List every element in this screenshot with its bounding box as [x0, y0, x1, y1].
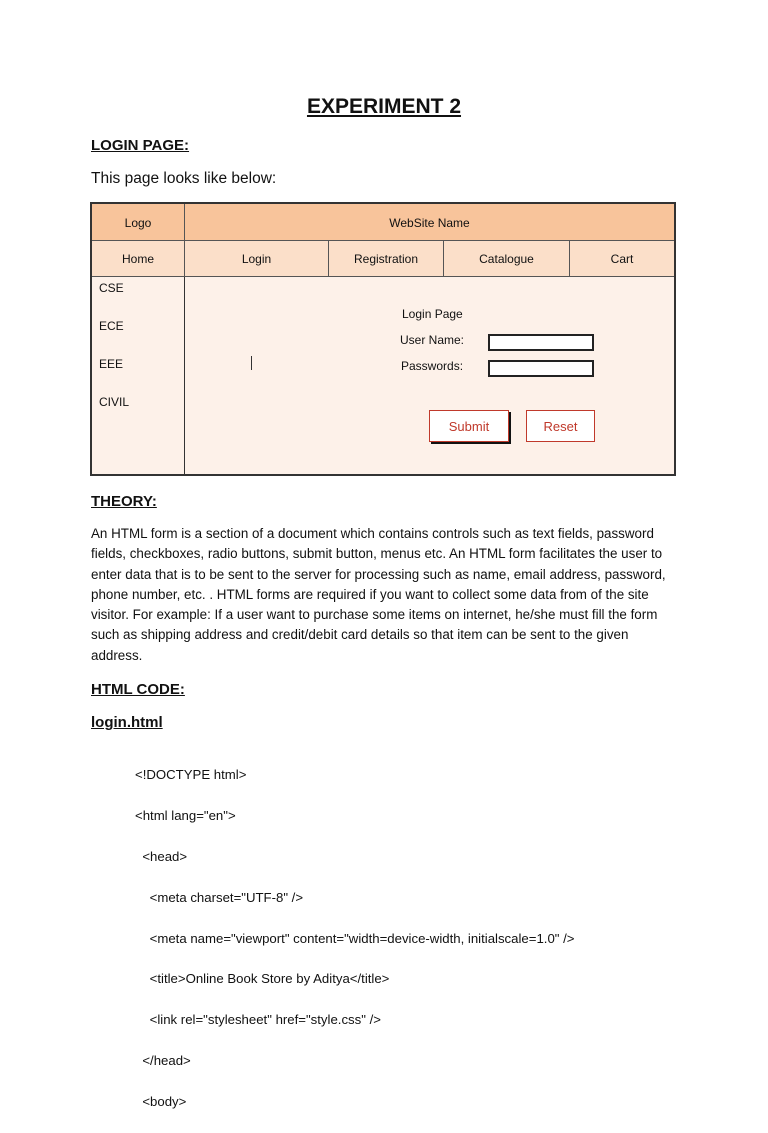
- code-line: <link rel="stylesheet" href="style.css" />: [135, 1012, 381, 1028]
- mockup-header-row: [92, 204, 674, 241]
- code-line: <!DOCTYPE html>: [135, 767, 247, 783]
- code-line: <meta name="viewport" content="width=device-width, initialscale=1.0" />: [135, 930, 575, 946]
- login-page-mockup: [90, 202, 676, 476]
- code-line: <title>Online Book Store by Aditya</title>: [135, 971, 390, 987]
- reset-button[interactable]: Reset: [526, 410, 595, 442]
- code-line: <meta charset="UTF-8" />: [135, 889, 304, 905]
- mockup-nav-row: [92, 241, 674, 277]
- submit-button[interactable]: Submit: [429, 410, 509, 442]
- file-name-heading: login.html: [91, 714, 163, 731]
- code-line: </head>: [135, 1053, 191, 1069]
- sidebar-item-eee[interactable]: EEE: [99, 357, 124, 371]
- code-line: <html lang="en">: [135, 808, 236, 824]
- intro-text: This page looks like below:: [91, 170, 277, 187]
- password-label: Passwords:: [401, 359, 464, 373]
- nav-home[interactable]: Home: [92, 241, 185, 276]
- username-input[interactable]: [488, 334, 594, 351]
- sidebar-item-civil[interactable]: CIVIL: [99, 395, 130, 409]
- page-title: EXPERIMENT 2: [306, 95, 462, 118]
- nav-registration[interactable]: Registration: [329, 241, 444, 276]
- mockup-logo: Logo: [92, 204, 185, 241]
- nav-cart[interactable]: Cart: [610, 251, 634, 266]
- sidebar-item-cse[interactable]: CSE: [99, 281, 124, 295]
- code-line: <body>: [135, 1093, 187, 1109]
- mockup-site-name: WebSite Name: [389, 215, 470, 230]
- text-cursor: [251, 356, 252, 370]
- nav-catalogue[interactable]: Catalogue: [444, 241, 570, 276]
- nav-login[interactable]: Login: [185, 241, 329, 276]
- mockup-sidebar: [92, 277, 185, 474]
- login-page-heading: LOGIN PAGE:: [91, 137, 190, 154]
- username-label: User Name:: [400, 333, 465, 347]
- password-input[interactable]: [488, 360, 594, 377]
- html-code-heading: HTML CODE:: [91, 681, 185, 698]
- sidebar-item-ece[interactable]: ECE: [99, 319, 124, 333]
- theory-paragraph: An HTML form is a section of a document which contains controls such as text fields, password fields, checkboxes, radio buttons, submit button, menus etc. An HTML form facilitates the user to enter data that is to be sent to the server for processing such as name, email address, password, phone number, etc. . HTML forms are required if you want to collect some data from of the site visitor. For example: If a user want to purchase some items on internet, he/she must fill the form such as shipping address and credit/debit card details so that item can be sent to the given address.: [91, 526, 666, 663]
- code-block: [135, 745, 575, 1133]
- form-title: Login Page: [402, 307, 463, 321]
- theory-heading: THEORY:: [91, 493, 157, 510]
- code-line: <head>: [135, 849, 188, 865]
